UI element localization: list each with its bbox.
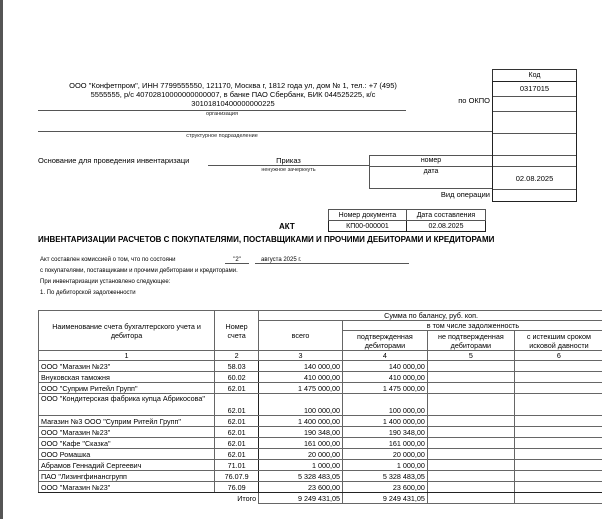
row-unconfirmed — [427, 482, 514, 493]
code-empty-2 — [493, 134, 576, 156]
row-expired — [514, 471, 602, 482]
row-expired — [514, 372, 602, 383]
row-confirmed: 1 400 000,00 — [342, 416, 427, 427]
row-confirmed: 161 000,00 — [342, 438, 427, 449]
basis-caption: ненужное зачеркнуть — [261, 167, 316, 173]
row-confirmed: 190 348,00 — [342, 427, 427, 438]
row-unconfirmed — [427, 361, 514, 372]
table-row — [39, 394, 602, 416]
basis-label-box — [369, 155, 492, 189]
code-empty-1 — [493, 112, 576, 134]
code-header: Код — [492, 69, 577, 81]
body-line-3: При инвентаризации установлено следующее: — [40, 279, 171, 285]
receivables-table — [38, 310, 602, 504]
document-date-header: Дата составления — [406, 210, 485, 221]
document-date: 02.08.2025 — [406, 221, 485, 232]
total-expired — [514, 493, 602, 504]
row-account: 62.01 — [215, 427, 259, 438]
row-account: 76.07.9 — [215, 471, 259, 482]
body-line-2: с покупателями, поставщиками и прочими дебиторами и кредиторами. — [40, 268, 238, 274]
row-confirmed: 100 000,00 — [342, 394, 427, 416]
code-box — [492, 69, 577, 202]
document-number-table — [328, 209, 486, 232]
row-account: 60.02 — [215, 372, 259, 383]
table-row — [39, 449, 602, 460]
organization-line-3: 30101810400000000225 — [191, 99, 275, 108]
okud-code: 0317015 — [493, 82, 576, 97]
body-line-1-prefix: Акт составлен комиссией о том, что по состояни — [40, 257, 176, 263]
table-row — [39, 383, 602, 394]
row-confirmed: 20 000,00 — [342, 449, 427, 460]
basis-date-code[interactable]: 02.08.2025 — [493, 167, 576, 190]
total-unconfirmed — [427, 493, 514, 504]
header-account: Номер счета — [215, 311, 259, 351]
row-total: 20 000,00 — [259, 449, 343, 460]
row-expired — [514, 416, 602, 427]
row-total: 1 400 000,00 — [259, 416, 343, 427]
row-unconfirmed — [427, 471, 514, 482]
total-confirmed: 9 249 431,05 — [342, 493, 427, 504]
row-account: 58.03 — [215, 361, 259, 372]
row-expired — [514, 449, 602, 460]
header-name: Наименование счета бухгалтерского учета и дебитора — [39, 311, 215, 351]
row-expired — [514, 361, 602, 372]
row-unconfirmed — [427, 427, 514, 438]
subdivision-caption: структурное подразделение — [186, 133, 258, 139]
row-unconfirmed — [427, 460, 514, 471]
okpo-code[interactable] — [493, 97, 576, 112]
document-title: АКТ — [279, 222, 295, 231]
row-name: ООО "Магазин №23" — [39, 482, 215, 493]
header-confirmed: подтвержденная дебиторами — [342, 331, 427, 351]
header-total: всего — [259, 321, 343, 351]
organization-line-2: 5555555, р/с 40702810000000000007, в банке ПАО Сбербанк, БИК 044525225, к/с — [90, 90, 376, 99]
basis-value[interactable]: Приказ — [276, 156, 301, 165]
body-day: "2" — [225, 257, 249, 264]
row-expired — [514, 427, 602, 438]
header-expired: с истекшим сроком исковой давности — [514, 331, 602, 351]
section-title: 1. По дебиторской задолженности — [40, 290, 136, 296]
document-subtitle: ИНВЕНТАРИЗАЦИИ РАСЧЕТОВ С ПОКУПАТЕЛЯМИ, ПОСТАВЩИКАМИ И ПРОЧИМИ ДЕБИТОРАМИ И КРЕДИТОРАМИ — [38, 235, 495, 244]
row-unconfirmed — [427, 416, 514, 427]
col-number-3: 3 — [259, 351, 343, 361]
body-month-year: августа 2025 г. — [255, 257, 409, 264]
row-total: 410 000,00 — [259, 372, 343, 383]
total-sum: 9 249 431,05 — [259, 493, 343, 504]
row-account: 62.01 — [215, 394, 259, 416]
total-label: Итого — [237, 493, 257, 503]
body-line-1 — [40, 257, 176, 263]
row-expired — [514, 482, 602, 493]
basis-number-label: номер — [370, 156, 492, 167]
table-row — [39, 416, 602, 427]
table-row — [39, 482, 602, 493]
row-expired — [514, 383, 602, 394]
row-total: 190 348,00 — [259, 427, 343, 438]
row-confirmed: 23 600,00 — [342, 482, 427, 493]
row-expired — [514, 394, 602, 416]
basis-label: Основание для проведения инвентаризаци — [38, 156, 190, 165]
basis-underline — [208, 165, 369, 166]
col-number-2: 2 — [215, 351, 259, 361]
row-confirmed: 1 475 000,00 — [342, 383, 427, 394]
row-total: 100 000,00 — [259, 394, 343, 416]
row-name: ООО "Кафе "Сказка" — [39, 438, 215, 449]
row-total: 5 328 483,05 — [259, 471, 343, 482]
total-row — [39, 493, 602, 504]
subdivision-underline — [38, 131, 492, 132]
organization-line-1: ООО "Конфетпром", ИНН 7799555550, 121170, Москва г, 1812 года ул, дом № 1, тел.: +7 (495) — [69, 81, 397, 90]
row-unconfirmed — [427, 383, 514, 394]
row-account: 71.01 — [215, 460, 259, 471]
table-row — [39, 361, 602, 372]
row-account: 76.09 — [215, 482, 259, 493]
row-confirmed: 410 000,00 — [342, 372, 427, 383]
row-name: ООО "Кондитерская фабрика купца Абрикосова" — [39, 394, 215, 416]
header-balance: Сумма по балансу, руб. коп. — [259, 311, 602, 321]
col-number-5: 5 — [427, 351, 514, 361]
row-total: 1 475 000,00 — [259, 383, 343, 394]
document-number-header: Номер документа — [329, 210, 407, 221]
header-including: в том числе задолженность — [342, 321, 602, 331]
table-row — [39, 427, 602, 438]
row-total: 140 000,00 — [259, 361, 343, 372]
row-confirmed: 1 000,00 — [342, 460, 427, 471]
row-unconfirmed — [427, 372, 514, 383]
row-unconfirmed — [427, 394, 514, 416]
row-name: ООО "Магазин №23" — [39, 361, 215, 372]
row-total: 161 000,00 — [259, 438, 343, 449]
row-total: 23 600,00 — [259, 482, 343, 493]
row-unconfirmed — [427, 449, 514, 460]
row-confirmed: 5 328 483,05 — [342, 471, 427, 482]
row-name: Внуковская таможня — [39, 372, 215, 383]
col-number-1: 1 — [39, 351, 215, 361]
row-expired — [514, 438, 602, 449]
row-account: 62.01 — [215, 438, 259, 449]
basis-number-code[interactable] — [493, 156, 576, 167]
table-row — [39, 460, 602, 471]
row-name: ООО "Суприм Ритейл Групп" — [39, 383, 215, 394]
table-row — [39, 372, 602, 383]
row-name: ПАО "Лизингфинансгрупп — [39, 471, 215, 482]
basis-date-label: дата — [423, 168, 439, 175]
row-name: Магазин №3 ООО "Суприм Ритейл Групп" — [39, 416, 215, 427]
table-row — [39, 471, 602, 482]
operation-type-label: Вид операции — [440, 190, 490, 199]
organization-caption: организация — [206, 111, 238, 117]
row-account: 62.01 — [215, 383, 259, 394]
operation-type-code[interactable] — [493, 190, 576, 201]
row-account: 62.01 — [215, 416, 259, 427]
col-number-4: 4 — [342, 351, 427, 361]
table-row — [39, 438, 602, 449]
row-account: 62.01 — [215, 449, 259, 460]
document-number: КП00-000001 — [329, 221, 407, 232]
organization-block — [33, 81, 433, 108]
okpo-label: по ОКПО — [458, 96, 490, 105]
col-number-6: 6 — [514, 351, 602, 361]
row-name: ООО "Магазин №23" — [39, 427, 215, 438]
row-confirmed: 140 000,00 — [342, 361, 427, 372]
row-unconfirmed — [427, 438, 514, 449]
row-expired — [514, 460, 602, 471]
row-name: Абрамов Геннадий Сергеевич — [39, 460, 215, 471]
row-name: ООО Ромашка — [39, 449, 215, 460]
header-unconfirmed: не подтвержденная дебиторами — [427, 331, 514, 351]
row-total: 1 000,00 — [259, 460, 343, 471]
